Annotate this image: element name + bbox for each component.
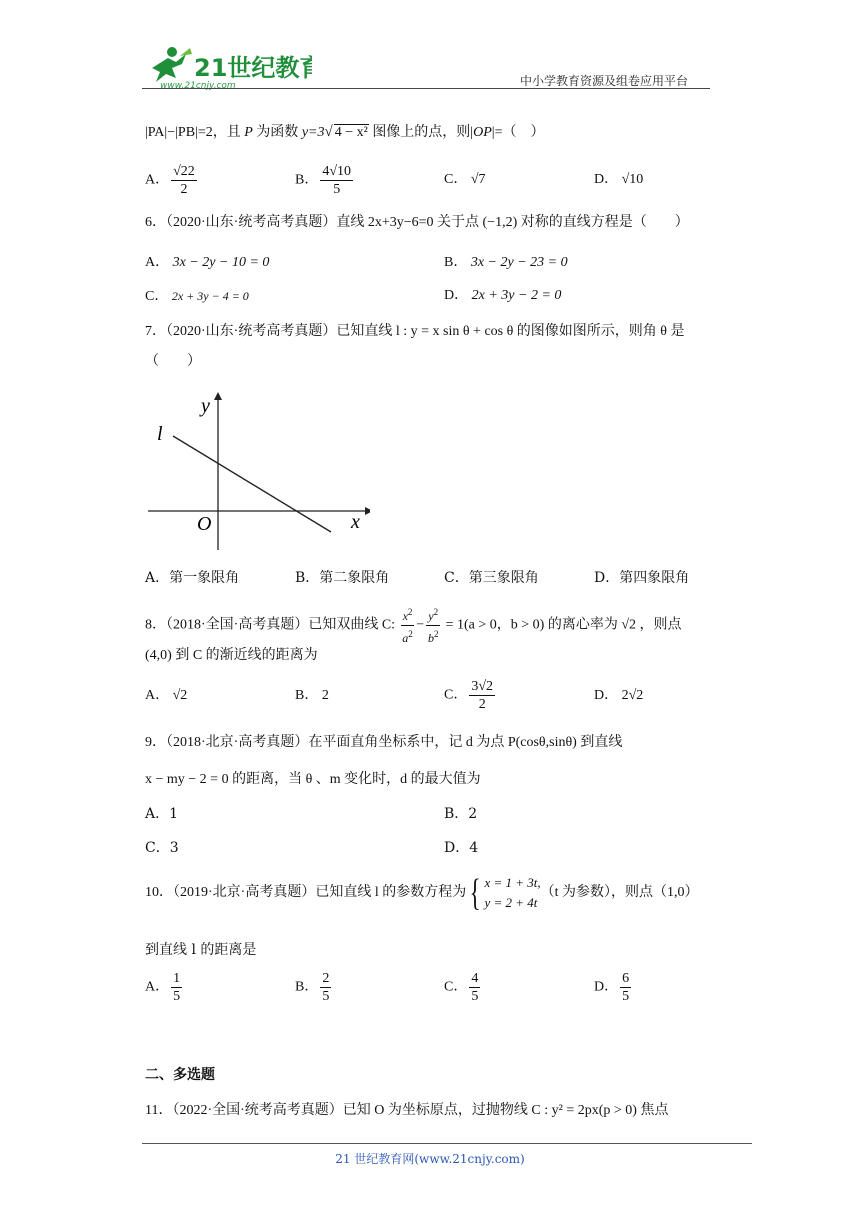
q10-option-a[interactable]: A． $\frac{1}{5}$	[145, 971, 181, 1004]
q8-option-d[interactable]: D． 2√2	[594, 688, 644, 703]
q7-line-graph	[145, 390, 370, 555]
q11-stem: 11．（2022·全国·统考高考真题）已知 O 为坐标原点，过抛物线 C : y² = 2px(p > 0) 焦点	[145, 1103, 669, 1118]
q10-stem-line2: 到直线 l 的距离是	[145, 942, 257, 958]
origin-label: O	[197, 513, 212, 535]
q7-option-d[interactable]: D．第四象限角	[594, 570, 690, 586]
q9-option-b[interactable]: B．2	[444, 806, 478, 822]
q7-option-c[interactable]: C．第三象限角	[444, 570, 539, 586]
q6-option-a[interactable]: A． 3x − 2y − 10 = 0	[145, 255, 270, 270]
q7-stem: 7．（2020·山东·统考高考真题）已知直线 l : y = x sin θ + cos θ 的图像如图所示，则角 θ 是	[145, 324, 685, 339]
l-label: l	[157, 423, 163, 445]
q5-option-b[interactable]: B． $\frac{4√10}{5}$	[295, 164, 352, 197]
logo-url: www.21cnjy.com	[160, 81, 236, 90]
q10-option-b[interactable]: B． $\frac{2}{5}$	[295, 971, 330, 1004]
q5-option-c[interactable]: C． √7	[444, 172, 486, 187]
q9-option-a[interactable]: A．1	[145, 806, 179, 822]
footer-divider	[142, 1143, 752, 1144]
q10-option-c[interactable]: C． $\frac{4}{5}$	[444, 971, 479, 1004]
header-platform-text: 中小学教育资源及组卷应用平台	[520, 74, 689, 88]
q5-option-d[interactable]: D． √10	[594, 172, 644, 187]
runner-logo-icon	[142, 44, 312, 90]
q5-stem: |PA|−|PB|=2，且 P 为函数 y=3√ 4 − x² 图像上的点，则|OP|=（ ）	[145, 124, 545, 140]
header-divider	[142, 88, 710, 89]
q8-option-c[interactable]: C． $\frac{3√2}{2}$	[444, 679, 494, 712]
q8-stem: 8．（2018·全国·高考真题）已知双曲线 C: $\frac{x^2}{a^2}$ − $\frac{y^2}{b^2}$ = 1(a > 0，b > 0) 的离心率为 √2 ，则点	[145, 604, 682, 647]
q6-option-d[interactable]: D． 2x + 3y − 2 = 0	[444, 288, 562, 303]
q8-stem-line2: (4,0) 到 C 的渐近线的距离为	[145, 648, 318, 663]
q10-stem: 10．（2019·北京·高考真题）已知直线 l 的参数方程为{ x = 1 + 3t, y = 2 + 4t （t 为参数），则点（1,0）	[145, 871, 699, 914]
x-label: x	[351, 511, 360, 533]
q7-option-b[interactable]: B．第二象限角	[295, 570, 390, 586]
q8-option-b[interactable]: B． 2	[295, 688, 329, 703]
q10-option-d[interactable]: D． $\frac{6}{5}$	[594, 971, 630, 1004]
q6-stem: 6．（2020·山东·统考高考真题）直线 2x+3y−6=0 关于点 (−1,2) 对称的直线方程是（ ）	[145, 215, 689, 230]
x-axis-arrow-icon	[365, 507, 370, 515]
q6-option-b[interactable]: B． 3x − 2y − 23 = 0	[444, 255, 568, 270]
q7-stem-paren: （ ）	[145, 354, 201, 369]
q9-option-c[interactable]: C．3	[145, 840, 179, 856]
site-logo[interactable]	[142, 44, 312, 90]
section-heading: 二、多选题	[145, 1067, 215, 1083]
logo-text: 21世纪教育	[194, 54, 312, 82]
q7-option-a[interactable]: A．第一象限角	[145, 570, 240, 586]
y-label: y	[201, 395, 210, 417]
q5-option-a[interactable]: A． $\frac{√22}{2}$	[145, 164, 195, 197]
q8-option-a[interactable]: A． √2	[145, 688, 188, 703]
footer-link[interactable]: 21 世纪教育网(www.21cnjy.com)	[335, 1152, 525, 1166]
q9-stem: 9．（2018·北京·高考真题）在平面直角坐标系中，记 d 为点 P(cosθ,sinθ) 到直线	[145, 735, 623, 750]
q6-option-c[interactable]: C． 2x + 3y − 4 = 0	[145, 289, 249, 304]
q9-option-d[interactable]: D．4	[444, 840, 479, 856]
y-axis-arrow-icon	[214, 392, 222, 400]
q9-stem-line2: x − my − 2 = 0 的距离，当 θ 、m 变化时，d 的最大值为	[145, 772, 481, 787]
